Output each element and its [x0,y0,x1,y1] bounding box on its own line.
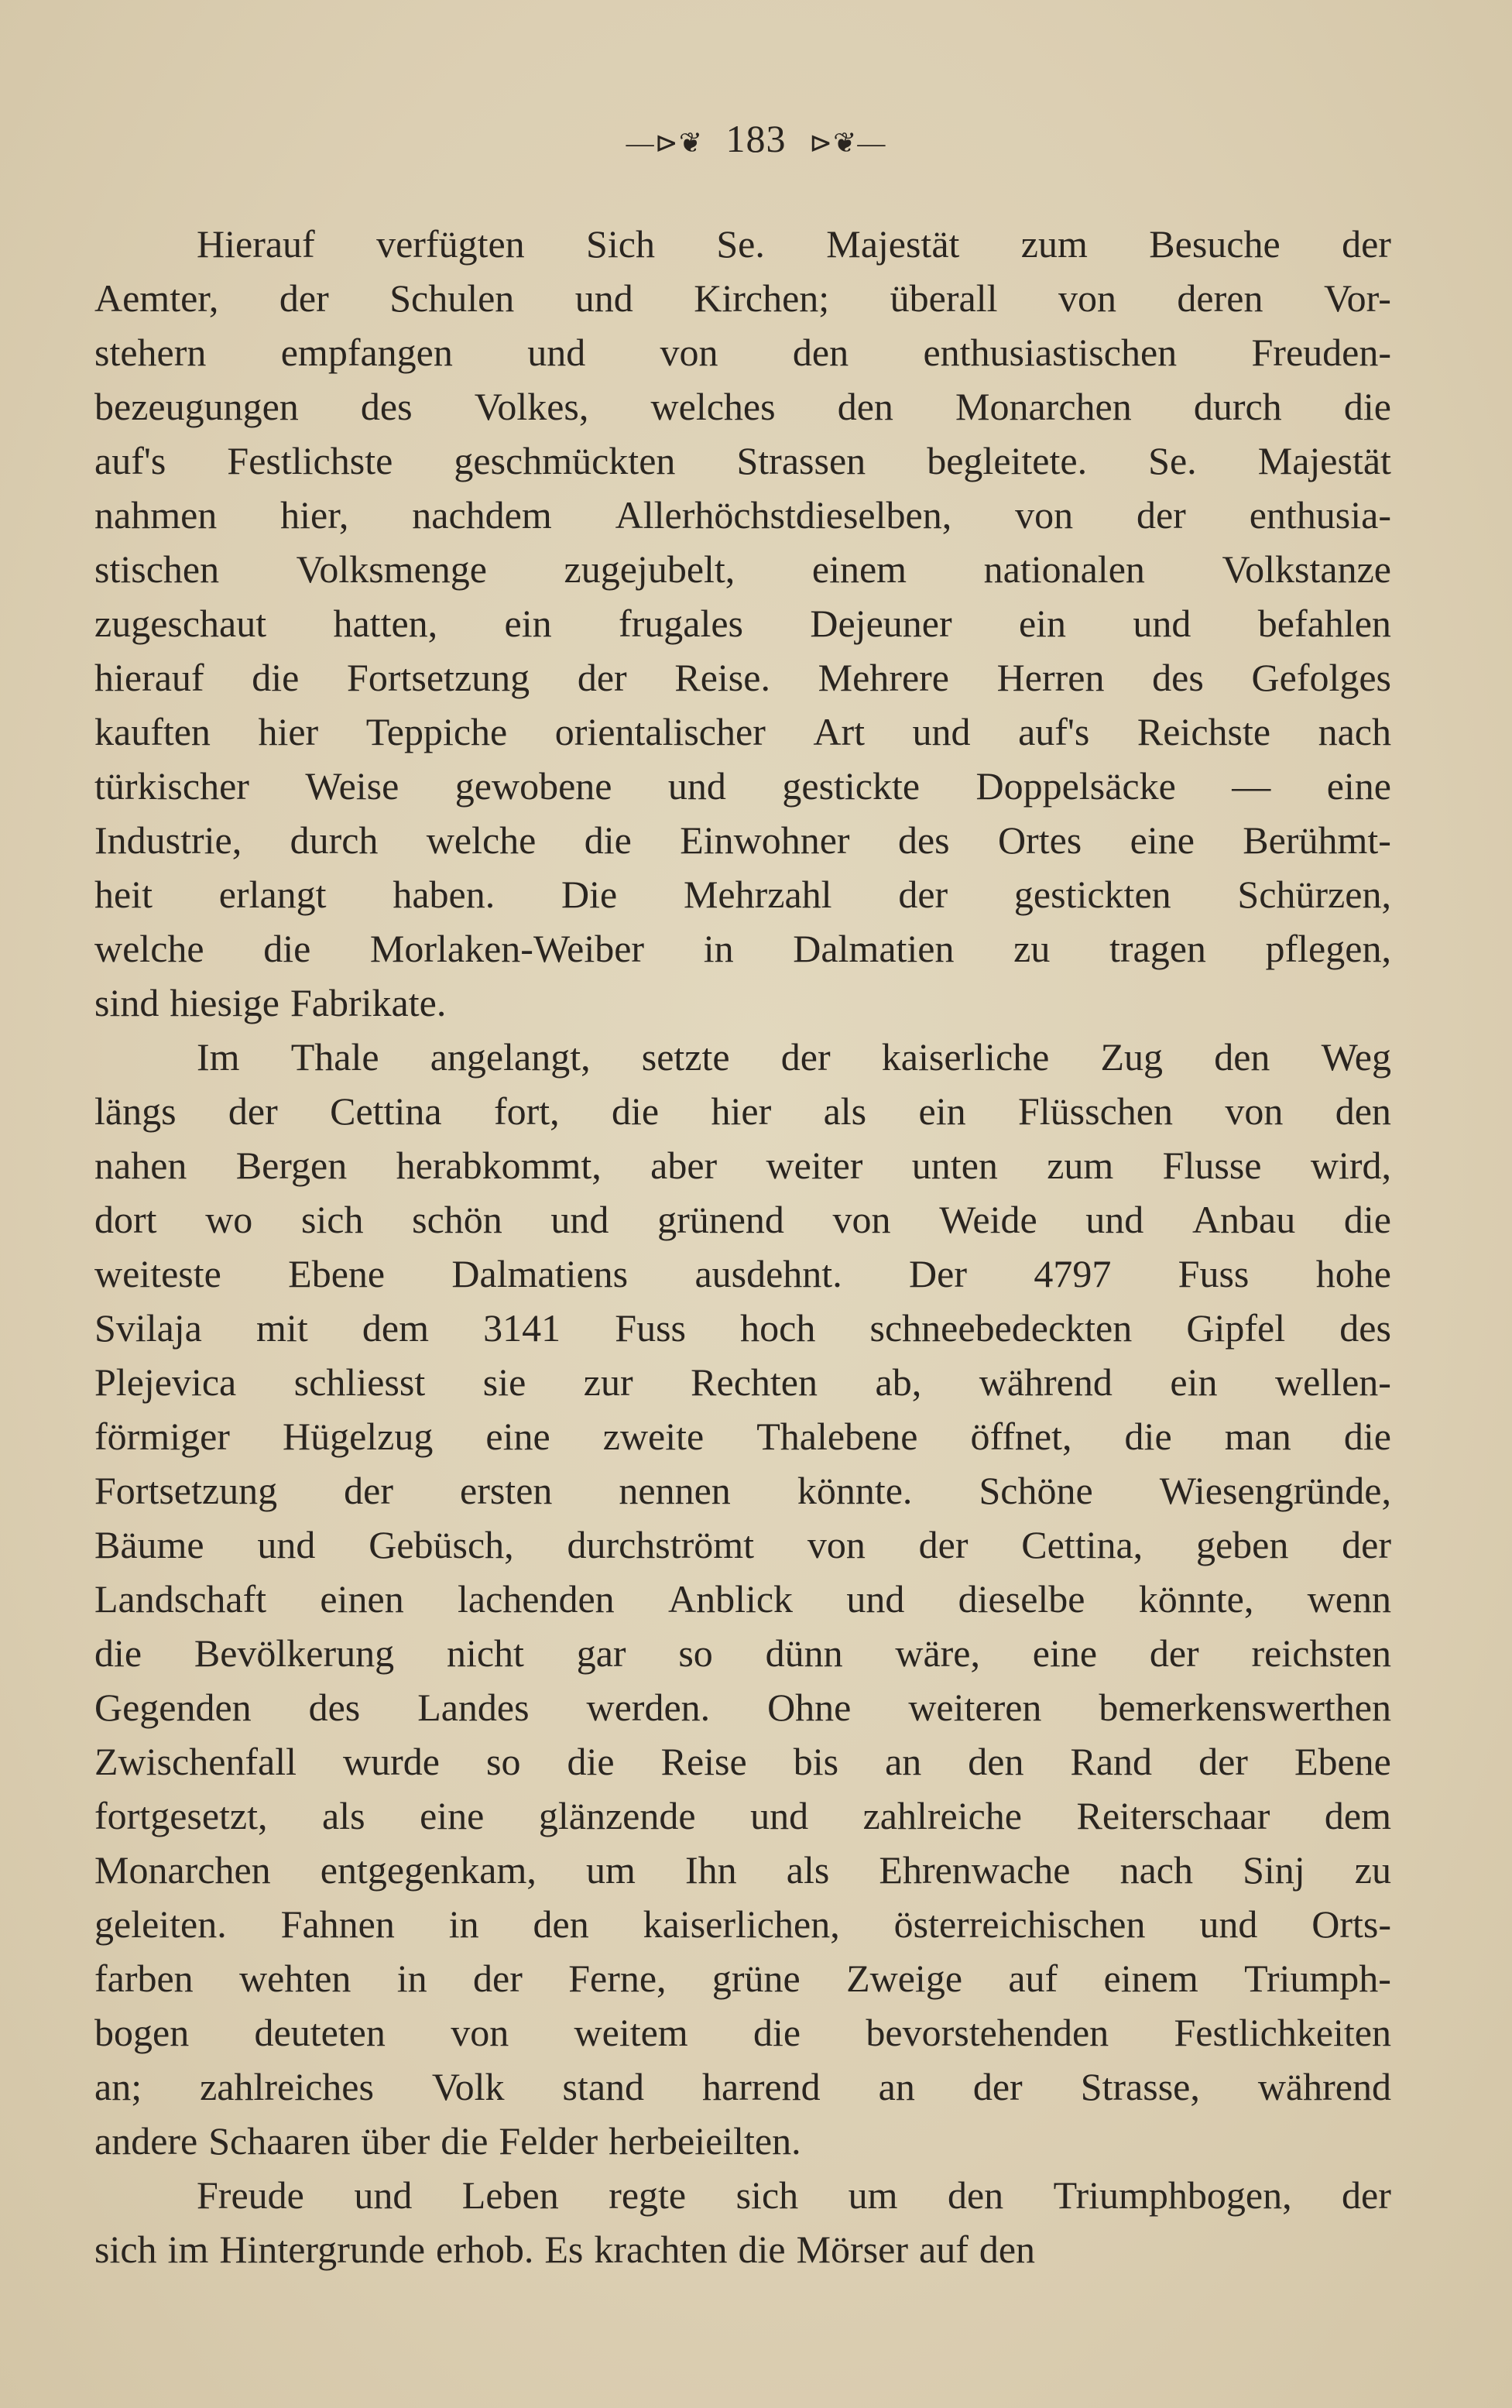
text-line: Landschaft einen lachenden Anblick und dieselbe könnte, wenn [94,1577,1391,1621]
text-line: Bäume und Gebüsch, durchströmt von der Cettina, geben der [94,1523,1391,1566]
text-line: geleiten. Fahnen in den kaiserlichen, österreichischen und Orts- [94,1902,1391,1946]
text-line: farben wehten in der Ferne, grüne Zweige auf einem Triumph- [94,1957,1391,2000]
text-line: bezeugungen des Volkes, welches den Monarchen durch die [94,385,1391,428]
text-line: türkischer Weise gewobene und gestickte Doppelsäcke — eine [94,764,1391,808]
text-line: welche die Morlaken-Weiber in Dalmatien zu tragen pflegen, [94,927,1391,970]
text-line: andere Schaaren über die Felder herbeieilten. [94,2119,801,2163]
text-line: Plejevica schliesst sie zur Rechten ab, während ein wellen- [94,1360,1391,1404]
text-line: an; zahlreiches Volk stand harrend an der Strasse, während [94,2065,1391,2108]
text-line: Freude und Leben regte sich um den Triumphbogen, der [197,2173,1391,2217]
ornament-right: ⊳❦— [809,127,886,159]
page-header [0,116,1512,161]
text-line: sich im Hintergrunde erhob. Es krachten die Mörser auf den [94,2228,1036,2271]
text-line: dort wo sich schön und grünend von Weide und Anbau die [94,1198,1391,1241]
text-line: förmiger Hügelzug eine zweite Thalebene öffnet, die man die [94,1415,1391,1458]
text-line: zugeschaut hatten, ein frugales Dejeuner ein und befahlen [94,602,1391,645]
text-line: Svilaja mit dem 3141 Fuss hoch schneebedeckten Gipfel des [94,1306,1391,1350]
page-number: 183 [725,117,787,160]
text-line: Monarchen entgegenkam, um Ihn als Ehrenwache nach Sinj zu [94,1848,1391,1892]
paragraph [94,2168,1391,2276]
text-line: Industrie, durch welche die Einwohner des Ortes eine Berühmt- [94,818,1391,862]
text-line: Gegenden des Landes werden. Ohne weiteren bemerkenswerthen [94,1686,1391,1729]
text-line: längs der Cettina fort, die hier als ein Flüsschen von den [94,1089,1391,1133]
text-line: stischen Volksmenge zugejubelt, einem nationalen Volkstanze [94,547,1391,591]
text-line: stehern empfangen und von den enthusiastischen Freuden- [94,331,1391,374]
text-line: Im Thale angelangt, setzte der kaiserliche Zug den Weg [197,1035,1391,1079]
text-line: hierauf die Fortsetzung der Reise. Mehrere Herren des Gefolges [94,656,1391,699]
paragraph [94,217,1391,1030]
text-line: kauften hier Teppiche orientalischer Art und auf's Reichste nach [94,710,1391,753]
text-line: fortgesetzt, als eine glänzende und zahlreiche Reiterschaar dem [94,1794,1391,1837]
text-line: Zwischenfall wurde so die Reise bis an den Rand der Ebene [94,1740,1391,1783]
text-line: sind hiesige Fabrikate. [94,981,447,1024]
text-line: heit erlangt haben. Die Mehrzahl der gestickten Schürzen, [94,873,1391,916]
paragraph [94,1030,1391,2168]
text-line: Fortsetzung der ersten nennen könnte. Schöne Wiesengründe, [94,1469,1391,1512]
text-line: Hierauf verfügten Sich Se. Majestät zum Besuche der [197,222,1391,266]
body-text [94,217,1391,2276]
text-line: Aemter, der Schulen und Kirchen; überall von deren Vor- [94,276,1391,320]
text-line: weiteste Ebene Dalmatiens ausdehnt. Der 4797 Fuss hohe [94,1252,1391,1295]
ornament-left: —⊳❦ [626,127,703,159]
text-line: nahmen hier, nachdem Allerhöchstdieselben, von der enthusia- [94,493,1391,537]
text-line: auf's Festlichste geschmückten Strassen begleitete. Se. Majestät [94,439,1391,482]
text-line: nahen Bergen herabkommt, aber weiter unten zum Flusse wird, [94,1144,1391,1187]
text-line: die Bevölkerung nicht gar so dünn wäre, eine der reichsten [94,1631,1391,1675]
text-line: bogen deuteten von weitem die bevorstehenden Festlichkeiten [94,2011,1391,2054]
